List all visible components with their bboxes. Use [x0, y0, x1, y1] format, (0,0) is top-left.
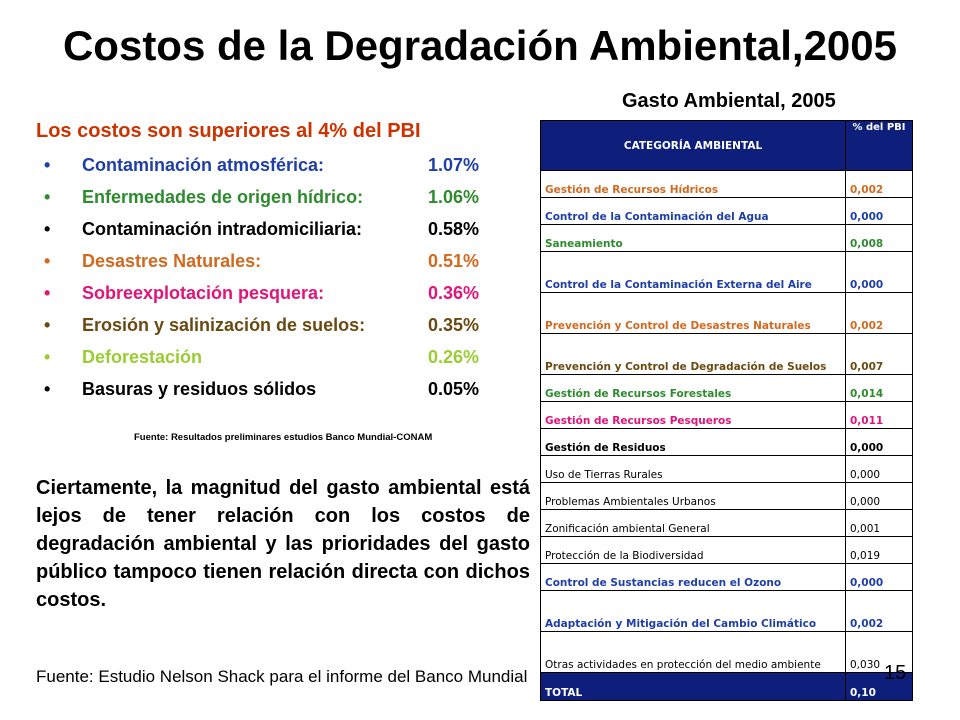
category-cell: Zonificación ambiental General: [541, 510, 846, 537]
slide-title: Costos de la Degradación Ambiental,2005: [62, 22, 898, 69]
cost-item: [44, 344, 520, 376]
pbi-cell: 0,014: [846, 375, 913, 402]
cost-value: 0.05%: [428, 379, 480, 399]
cost-label: Basuras y residuos sólidos: [82, 379, 317, 399]
table-row: [541, 510, 913, 537]
pbi-cell: 0,007: [846, 334, 913, 375]
pbi-cell: 0,001: [846, 510, 913, 537]
category-cell: Otras actividades en protección del medio ambiente: [541, 632, 846, 673]
bullet-icon: •: [44, 251, 51, 271]
table-row: [541, 429, 913, 456]
category-cell: Control de la Contaminación Externa del Aire: [541, 252, 846, 293]
table-row: [541, 402, 913, 429]
table-row: [541, 334, 913, 375]
cost-item: [44, 184, 520, 216]
cost-item: [44, 312, 520, 344]
category-cell: Prevención y Control de Degradación de Suelos: [541, 334, 846, 375]
table-row: [541, 632, 913, 673]
table-row: [541, 483, 913, 510]
conclusion-paragraph: Ciertamente, la magnitud del gasto ambiental está lejos de tener relación con los costos de degradación ambiental y las prioridades del gasto público tampoco tienen relación directa con dichos costos.: [36, 477, 530, 611]
cost-value: 0.58%: [428, 219, 480, 239]
costs-subtitle: Los costos son superiores al 4% del PBI: [36, 120, 421, 142]
environmental-spending-table: [540, 120, 913, 701]
table-row: [541, 293, 913, 334]
source-note: Fuente: Resultados preliminares estudios Banco Mundial-CONAM: [134, 432, 433, 443]
pbi-cell: 0,019: [846, 537, 913, 564]
cost-value: 0.35%: [428, 315, 480, 335]
category-cell: Prevención y Control de Desastres Naturales: [541, 293, 846, 334]
bullet-icon: •: [44, 379, 51, 399]
pbi-cell: 0,000: [846, 456, 913, 483]
cost-label: Enfermedades de origen hídrico:: [82, 187, 364, 207]
cost-label: Sobreexplotación pesquera:: [82, 283, 325, 303]
category-cell: Adaptación y Mitigación del Cambio Climático: [541, 591, 846, 632]
table-row: [541, 456, 913, 483]
bullet-icon: •: [44, 347, 51, 367]
cost-item: [44, 216, 520, 248]
category-cell: Saneamiento: [541, 225, 846, 252]
table-row: [541, 537, 913, 564]
table-row: [541, 252, 913, 293]
cost-item: [44, 280, 520, 312]
table-row: [541, 171, 913, 198]
pbi-cell: 0,000: [846, 198, 913, 225]
cost-label: Deforestación: [82, 347, 203, 367]
bullet-icon: •: [44, 219, 51, 239]
table-row: [541, 375, 913, 402]
cost-item: [44, 376, 520, 408]
category-cell: Gestión de Recursos Pesqueros: [541, 402, 846, 429]
pbi-cell: 0,000: [846, 564, 913, 591]
pbi-cell: 0,002: [846, 293, 913, 334]
bullet-icon: •: [44, 187, 51, 207]
cost-value: 0.51%: [428, 251, 480, 271]
table-row: [541, 198, 913, 225]
category-cell: Gestión de Recursos Hídricos: [541, 171, 846, 198]
header-category: CATEGORÍA AMBIENTAL: [541, 121, 846, 171]
pbi-cell: 0,000: [846, 483, 913, 510]
pbi-cell: 0,008: [846, 225, 913, 252]
category-cell: Uso de Tierras Rurales: [541, 456, 846, 483]
category-cell: Control de Sustancias reducen el Ozono: [541, 564, 846, 591]
category-cell: Protección de la Biodiversidad: [541, 537, 846, 564]
bullet-icon: •: [44, 155, 51, 175]
category-cell: Gestión de Residuos: [541, 429, 846, 456]
footer-source: Fuente: Estudio Nelson Shack para el informe del Banco Mundial: [36, 667, 528, 686]
cost-value: 0.26%: [428, 347, 480, 367]
cost-value: 1.06%: [428, 187, 480, 207]
cost-item: [44, 152, 520, 184]
cost-label: Erosión y salinización de suelos:: [82, 315, 366, 335]
pbi-cell: 0,000: [846, 252, 913, 293]
category-cell: Gestión de Recursos Forestales: [541, 375, 846, 402]
cost-label: Desastres Naturales:: [82, 251, 262, 271]
total-value: 0,10: [846, 673, 913, 701]
pbi-cell: 0,002: [846, 171, 913, 198]
total-label: TOTAL: [541, 673, 846, 701]
category-cell: Problemas Ambientales Urbanos: [541, 483, 846, 510]
bullet-icon: •: [44, 315, 51, 335]
bullet-icon: •: [44, 283, 51, 303]
cost-label: Contaminación atmosférica:: [82, 155, 325, 175]
pbi-cell: 0,000: [846, 429, 913, 456]
cost-item: [44, 248, 520, 280]
table-row: [541, 225, 913, 252]
cost-value: 1.07%: [428, 155, 480, 175]
pbi-cell: 0,030: [846, 632, 913, 673]
degradation-cost-list: [44, 152, 520, 408]
pbi-cell: 0,011: [846, 402, 913, 429]
table-row: [541, 591, 913, 632]
cost-value: 0.36%: [428, 283, 480, 303]
page-number: 15: [884, 662, 907, 684]
header-pbi: % del PBI: [846, 121, 913, 171]
category-cell: Control de la Contaminación del Agua: [541, 198, 846, 225]
total-row: [541, 673, 913, 701]
cost-label: Contaminación intradomiciliaria:: [82, 219, 363, 239]
table-title: Gasto Ambiental, 2005: [622, 90, 836, 112]
table-row: [541, 564, 913, 591]
pbi-cell: 0,002: [846, 591, 913, 632]
